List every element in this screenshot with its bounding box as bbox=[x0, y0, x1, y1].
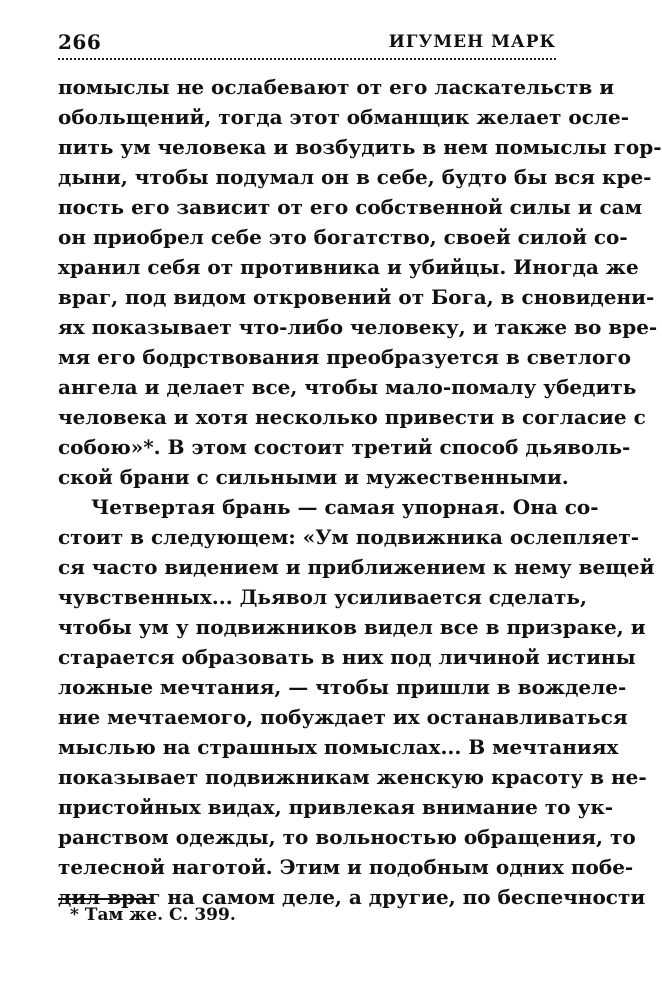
main-text bbox=[58, 72, 662, 912]
text-line: телесной наготой. Этим и подобным одних побе- bbox=[58, 855, 634, 879]
running-title: ИГУМЕН МАРК bbox=[388, 32, 556, 52]
text-line: ях показывает что-либо человеку, и также во вре- bbox=[58, 315, 658, 339]
paragraph-1 bbox=[58, 72, 662, 492]
text-line: дыни, чтобы подумал он в себе, будто бы вся кре- bbox=[58, 165, 652, 189]
text-line: пристойных видах, привлекая внимание то ук- bbox=[58, 795, 614, 819]
text-line: дил враг на самом деле, а другие, по беспечности bbox=[58, 885, 646, 909]
text-line: ской брани с сильными и мужественными. bbox=[58, 465, 569, 489]
text-line: пить ум человека и возбудить в нем помыслы гор- bbox=[58, 135, 662, 159]
page-number: 266 bbox=[58, 30, 102, 54]
text-line: мя его бодрствования преобразуется в светлого bbox=[58, 345, 631, 369]
text-line: стоит в следующем: «Ум подвижника ослепляет- bbox=[58, 525, 640, 549]
text-line: ние мечтаемого, побуждает их останавливаться bbox=[58, 705, 628, 729]
text-line: пость его зависит от его собственной силы и сам bbox=[58, 195, 643, 219]
text-line: Четвертая брань — самая упорная. Она со- bbox=[91, 495, 599, 519]
text-line: собою»*. В этом состоит третий способ дьяволь- bbox=[58, 435, 631, 459]
text-line: чувственных... Дьявол усиливается сделать, bbox=[58, 585, 587, 609]
text-line: обольщений, тогда этот обманщик желает осле- bbox=[58, 105, 630, 129]
paragraph-2 bbox=[58, 492, 655, 912]
footnote-divider bbox=[58, 898, 150, 900]
text-line: ранством одежды, то вольностью обращения, то bbox=[58, 825, 636, 849]
text-line: хранил себя от противника и убийцы. Иногда же bbox=[58, 255, 639, 279]
text-line: чтобы ум у подвижников видел все в призраке, и bbox=[58, 615, 646, 639]
text-line: он приобрел себе это богатство, своей силой со- bbox=[58, 225, 628, 249]
text-line: помыслы не ослабевают от его ласкательств и bbox=[58, 75, 615, 99]
text-line: враг, под видом откровений от Бога, в сновидени- bbox=[58, 285, 655, 309]
text-line: ангела и делает все, чтобы мало-помалу убедить bbox=[58, 375, 637, 399]
text-line: мыслью на страшных помыслах... В мечтаниях bbox=[58, 735, 619, 759]
text-line: человека и хотя несколько привести в согласие с bbox=[58, 405, 646, 429]
text-line: ложные мечтания, — чтобы пришли в вожделе- bbox=[58, 675, 627, 699]
text-line: показывает подвижникам женскую красоту в не- bbox=[58, 765, 647, 789]
text-line: ся часто видением и приближением к нему вещей bbox=[58, 555, 655, 579]
footnote: * Там же. С. 399. bbox=[70, 905, 236, 925]
text-line: старается образовать в них под личиной истины bbox=[58, 645, 636, 669]
running-header bbox=[58, 28, 556, 60]
